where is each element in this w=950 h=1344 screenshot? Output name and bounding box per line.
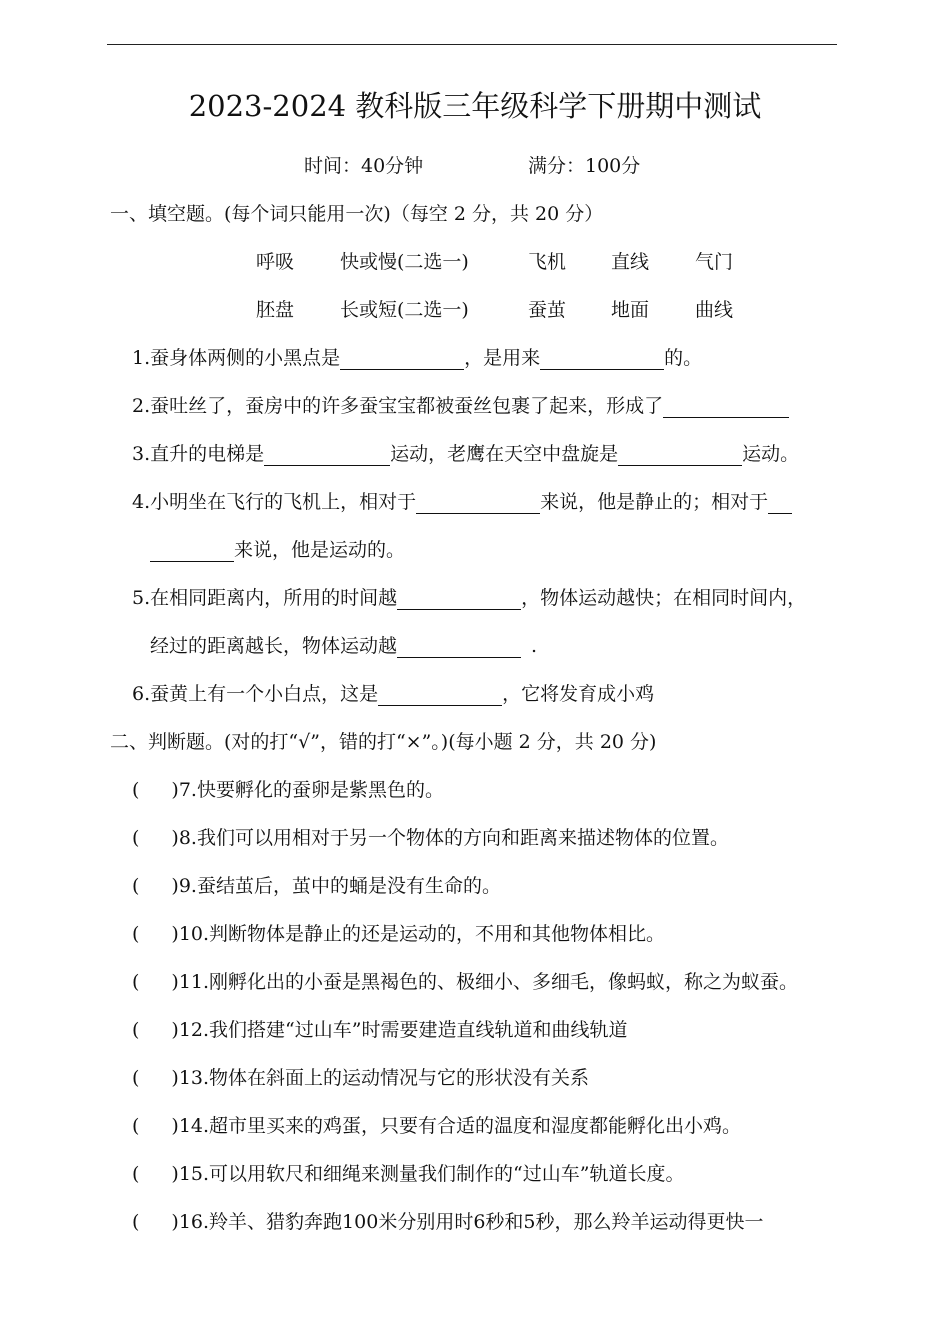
word-bank-item: 飞机: [528, 251, 567, 273]
answer-blank[interactable]: [264, 445, 390, 466]
answer-blank[interactable]: [768, 493, 792, 514]
question-4: [132, 490, 792, 514]
answer-parentheses[interactable]: ( ): [132, 1067, 179, 1089]
page-title: 2023-2024 教科版三年级科学下册期中测试: [188, 89, 762, 123]
answer-blank[interactable]: [663, 397, 789, 418]
question-text: ，是用来: [464, 347, 541, 369]
word-bank-item: 快或慢(二选一): [340, 251, 469, 273]
answer-parentheses[interactable]: ( ): [132, 971, 179, 993]
judgment-item: [132, 874, 501, 898]
judgment-text: 12.我们搭建“过山车”时需要建造直线轨道和曲线轨道: [178, 1019, 628, 1041]
question-5-continued: [150, 634, 537, 658]
answer-parentheses[interactable]: ( ): [132, 1163, 179, 1185]
judgment-text: 7.快要孵化的蚕卵是紫黑色的。: [178, 779, 444, 801]
judgment-text: 15.可以用软尺和细绳来测量我们制作的“过山车”轨道长度。: [178, 1163, 685, 1185]
answer-parentheses[interactable]: ( ): [132, 875, 179, 897]
judgment-item: [132, 1114, 741, 1138]
word-bank-item: 长或短(二选一): [340, 299, 469, 321]
answer-blank[interactable]: [397, 637, 521, 658]
question-2: [132, 394, 789, 418]
answer-parentheses[interactable]: ( ): [132, 923, 179, 945]
answer-blank[interactable]: [416, 493, 540, 514]
judgment-text: 14.超市里买来的鸡蛋，只要有合适的温度和湿度都能孵化出小鸡。: [178, 1115, 742, 1137]
judgment-text: 8.我们可以用相对于另一个物体的方向和距离来描述物体的位置。: [178, 827, 729, 849]
judgment-item: [132, 1210, 764, 1234]
word-bank-item: 呼吸: [256, 251, 295, 273]
question-text: 4.小明坐在飞行的飞机上，相对于: [132, 491, 417, 513]
judgment-item: [132, 826, 729, 850]
answer-blank[interactable]: [540, 349, 664, 370]
question-3: [132, 442, 799, 466]
question-6: [132, 682, 654, 706]
question-4-continued: [150, 538, 405, 562]
question-text: 6.蚕黄上有一个小白点，这是: [132, 683, 379, 705]
question-text: 运动。: [742, 443, 800, 465]
question-text: ，物体运动越快；在相同时间内，: [521, 587, 807, 609]
judgment-text: 11.刚孵化出的小蚕是黑褐色的、极细小、多细毛，像蚂蚁，称之为蚁蚕。: [178, 971, 799, 993]
answer-parentheses[interactable]: ( ): [132, 1211, 179, 1233]
word-bank-item: 胚盘: [256, 299, 295, 321]
header-rule: [107, 44, 837, 45]
judgment-item: [132, 970, 798, 994]
question-text: 来说，他是运动的。: [234, 539, 406, 561]
question-text: 来说，他是静止的；相对于: [540, 491, 769, 513]
question-text: 1.蚕身体两侧的小黑点是: [132, 347, 341, 369]
question-text: ，它将发育成小鸡: [502, 683, 655, 705]
question-text: 运动，老鹰在天空中盘旋是: [390, 443, 619, 465]
question-text: 经过的距离越长，物体运动越: [150, 635, 398, 657]
judgment-text: 9.蚕结茧后，茧中的蛹是没有生命的。: [178, 875, 501, 897]
exam-time: 时间：40分钟: [304, 155, 424, 177]
judgment-text: 10.判断物体是静止的还是运动的，不用和其他物体相比。: [178, 923, 666, 945]
question-1: [132, 346, 702, 370]
answer-parentheses[interactable]: ( ): [132, 1019, 179, 1041]
word-bank-item: 直线: [611, 251, 650, 273]
judgment-item: [132, 1018, 628, 1042]
answer-parentheses[interactable]: ( ): [132, 1115, 179, 1137]
answer-blank[interactable]: [340, 349, 464, 370]
question-text: .: [531, 635, 538, 657]
section1-heading: 一、填空题。(每个词只能用一次)（每空 2 分，共 20 分）: [110, 203, 604, 225]
question-5: [132, 586, 806, 610]
answer-parentheses[interactable]: ( ): [132, 779, 179, 801]
word-bank-item: 蚕茧: [528, 299, 567, 321]
question-text: 的。: [664, 347, 703, 369]
judgment-item: [132, 1162, 685, 1186]
answer-parentheses[interactable]: ( ): [132, 827, 179, 849]
word-bank-item: 曲线: [695, 299, 734, 321]
judgment-item: [132, 922, 665, 946]
word-bank-item: 气门: [695, 251, 734, 273]
answer-blank[interactable]: [397, 589, 521, 610]
question-text: 5.在相同距离内，所用的时间越: [132, 587, 398, 609]
question-text: 3.直升的电梯是: [132, 443, 265, 465]
judgment-item: [132, 778, 444, 802]
word-bank-item: 地面: [611, 299, 650, 321]
question-text: 2.蚕吐丝了，蚕房中的许多蚕宝宝都被蚕丝包裹了起来，形成了: [132, 395, 664, 417]
answer-blank[interactable]: [150, 541, 234, 562]
judgment-text: 13.物体在斜面上的运动情况与它的形状没有关系: [178, 1067, 590, 1089]
judgment-item: [132, 1066, 589, 1090]
exam-full-score: 满分：100分: [528, 155, 641, 177]
section2-heading: 二、判断题。(对的打“√”，错的打“×”。)(每小题 2 分，共 20 分): [110, 731, 657, 753]
judgment-text: 16.羚羊、猎豹奔跑100米分别用时6秒和5秒，那么羚羊运动得更快一: [178, 1211, 764, 1233]
answer-blank[interactable]: [618, 445, 742, 466]
answer-blank[interactable]: [378, 685, 502, 706]
